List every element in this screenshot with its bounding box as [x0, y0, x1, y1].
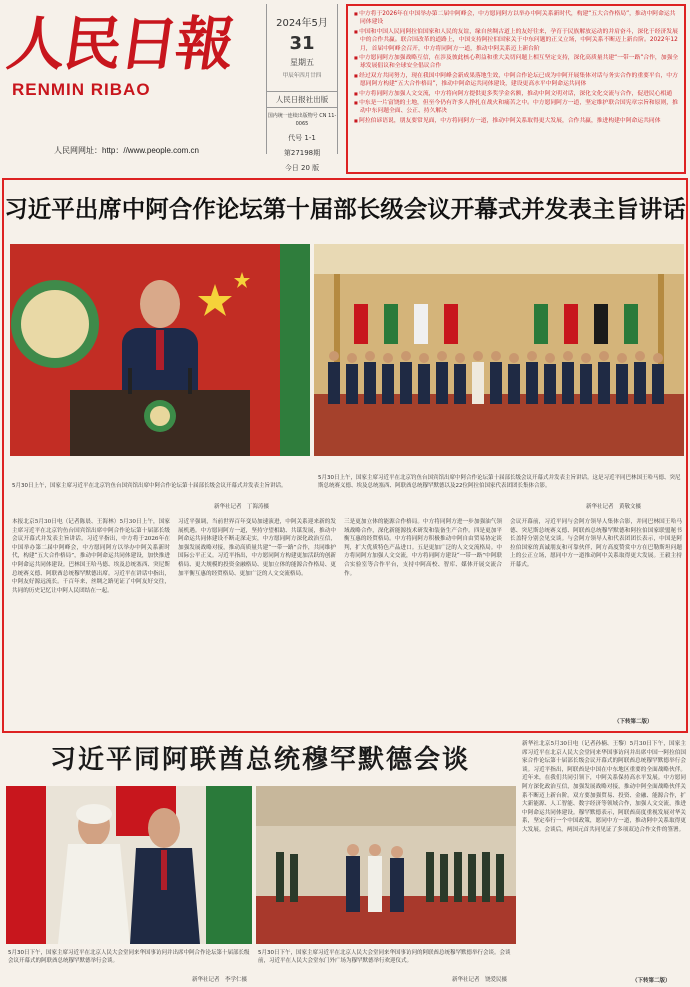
- lead-headline[interactable]: 习近平出席中阿合作论坛第十届部长级会议开幕式并发表主旨讲话: [4, 195, 686, 223]
- photo-caption: 5月30日下午，国家主席习近平在北京人民大会堂同来华国事访问的阿联酋总统穆罕默德举行会谈。会谈前，习近平在人民大会堂东门外广场为穆罕默德举行欢迎仪式。: [258, 950, 511, 964]
- continued-note[interactable]: （下转第二版）: [614, 719, 653, 725]
- photo-credit: 新华社记者 李学仁摄: [192, 977, 248, 983]
- masthead: [3, 4, 258, 155]
- teaser-item[interactable]: ■ 中国和中国人民同阿拉伯国家和人民的友谊，缘自丝绸古道上的友好往来，孕育于民族解放运动的并肩奋斗，深化于经济发展中的合作共赢。联合国改革的道路上，中国支持阿拉伯国家关于中东问题的正义立场，中阿关系不断迈上新台阶。2022年12月，首届中阿峰会召开，中方将同阿方一道，推动中阿关系迈上新台阶: [354, 28, 680, 53]
- article-column: 本报北京5月30日电（记者陈晨、王海林）5月30日上午，国家主席习近平在北京钓鱼台国宾馆出席中阿合作论坛第十届部长级会议开幕式并发表主旨讲话。习近平指出，中方将于2026年在中国举办第二届中阿峰会，中方愿同阿方以举办中阿关系新时代，构建“五大合作格局”，推动中阿命运共同体建设，加快推进中阿命运共同体建设。巴林国王哈马德、埃及总统塞西、突尼斯总统赛义德、阿联酋总统穆罕默德出席。习近平在讲话中指出，中阿友好源远流长。千百年来，丝绸之路见证了中阿友好交往，共同的历史记忆让中阿人民团结在一起。: [12, 519, 170, 594]
- photo-caption: 5月30日下午，国家主席习近平在北京人民大会堂同来华国事访问并出席中阿合作论坛第十届部长级会议开幕式的阿联酋总统穆罕默德举行会谈。: [8, 950, 250, 964]
- newspaper-logo: 人民日報: [3, 10, 237, 78]
- handshake-photo[interactable]: [6, 786, 252, 944]
- speech-photo[interactable]: [10, 244, 310, 456]
- issue-info-box: [266, 4, 338, 172]
- article-column: 会议开幕前，习近平同与会阿方领导人集体合影，并同巴林国王哈马德、突尼斯总统赛义德、阿联酋总统穆罕默德和阿拉伯国家联盟秘书长盖特分别会见交谈。与会阿方领导人和代表团团长表示，中国是阿拉伯国家的真诚朋友和可靠伙伴，阿方高度赞赏中方在巴勒斯坦问题上的公正立场，愿同中方一道推动阿中关系取得更大发展。王毅主持开幕式。: [510, 519, 682, 568]
- teaser-item[interactable]: ■ 阿拉伯谚语说，朋友要常见面，中方将同阿方一道，推动中阿关系取得更大发展，合作共赢，推进构建中阿命运共同体: [354, 117, 680, 125]
- newspaper-roman-name: RENMIN RIBAO: [12, 80, 151, 99]
- group-photo-illustration: [314, 244, 684, 456]
- issue-year-month: 2024年5月: [276, 18, 328, 29]
- article-column: 三是更加立体的能源合作格局。中方将同阿方进一步加强油气领域战略合作，深化新能源技术研发和装备生产合作。四是更加平衡互惠的经贸格局。中方将同阿方积极推动中阿自由贸易协定谈判，扩大优质特色产品进口。五是更加广泛的人文交流格局。中方将同阿方加强人文交流，中方将同阿方建设“一带一路”中阿联合实验室等合作平台，支持中阿高校、智库、媒体开展交流合作。: [344, 519, 502, 577]
- article-column: 新华社北京5月30日电（记者孙楠、王黎）5月30日下午，国家主席习近平在北京人民大会堂同来华国事访问并出席中国一阿拉伯国家合作论坛第十届部长级会议开幕式的阿联酋总统穆罕默德举行会谈。习近平指出，阿联酋是中国在中东地区重要的全面战略伙伴。近年来，在我们共同引领下，中阿关系保持高水平发展。中方愿同阿方深化政治互信，加强发展战略对接，推动中阿全面战略伙伴关系不断迈上新台阶。双方要加强贸易、投资、金融、能源合作，扩大新能源、人工智能、数字经济等领域合作，加强人文交流，推进中阿命运共同体建设。穆罕默德表示，阿联酋高度重视发展对华关系，坚定奉行一个中国政策，愿同中方一道，推动阿中关系取得更大发展。会谈后，两国元首共同见证了多项双边合作文件的签署。: [522, 741, 686, 833]
- handshake-photo-illustration: [6, 786, 252, 944]
- cn-number: 国内统一连续出版物号 CN 11-0065: [267, 113, 337, 127]
- teaser-item[interactable]: ■ 中方将于2026年在中国举办第二届中阿峰会，中方愿同阿方以举办中阿关系新时代，构建“五大合作格局”，推动中阿命运共同体建设: [354, 10, 680, 27]
- teaser-item[interactable]: ■ 中方愿同阿方加强战略互信，在涉及彼此核心利益和重大关切问题上相互坚定支持，深化高质量共建“一带一路”合作，加强全球发展倡议和全球安全倡议合作: [354, 54, 680, 71]
- lunar-date: 甲辰年四月廿四: [282, 73, 322, 79]
- issue-day: 31: [289, 33, 315, 54]
- photo-credit: 新华社记者 黄敬文摄: [586, 504, 642, 510]
- issue-number: 第27198期: [283, 149, 321, 157]
- ceremony-photo-illustration: [256, 786, 516, 944]
- website-url[interactable]: 人民网网址：http：//www.people.com.cn: [54, 146, 199, 155]
- group-photo[interactable]: [314, 244, 684, 456]
- second-headline[interactable]: 习近平同阿联酋总统穆罕默德会谈: [49, 745, 470, 775]
- welcome-ceremony-photo[interactable]: [256, 786, 516, 944]
- page-count: 今日 20 版: [284, 164, 320, 172]
- headline-teaser-box: [346, 4, 686, 174]
- photo-credit: 新华社记者 饶爱民摄: [452, 977, 508, 983]
- teaser-item[interactable]: ■ 中方将同阿方加强人文交流，中方将向阿方提供更多奖学金名额，推动中阿文明对话，深化文化交流与合作，促进民心相通: [354, 90, 680, 98]
- article-column: 习近平强调，当前世界百年变局加速演进，中阿关系迎来新的发展机遇。中方愿同阿方一道，坚持守望相助、共谋发展，推动中阿命运共同体建设不断走深走实，中方愿同阿方深化政治互信，加强发展战略对接，推动高质量共建“一带一路”合作，共同维护国际公平正义。习近平指出，中方愿同阿方构建更加活跃的创新格局、更大规模的投资金融格局、更加立体的能源合作格局、更加平衡互惠的经贸格局、更加广泛的人文交流格局。: [178, 519, 336, 577]
- continued-note[interactable]: （下转第二版）: [632, 978, 671, 984]
- photo-caption: 5月30日上午，国家主席习近平在北京钓鱼台国宾馆出席中阿合作论坛第十届部长级会议开幕式并发表主旨讲话。: [12, 483, 287, 489]
- photo-caption: 5月30日上午，国家主席习近平在北京钓鱼台国宾馆出席中阿合作论坛第十届部长级会议开幕式并发表主旨讲话。这是习近平同巴林国王哈马德、突尼斯总统赛义德、埃及总统塞西、阿联酋总统穆罕默德以及22位阿拉伯国家代表团团长集体合影。: [318, 475, 681, 489]
- teaser-item[interactable]: ■ 中东是一片富饶的土地，但至今仍有许多人挣扎在战火和痛苦之中。中方愿同阿方一道，坚定维护联合国宪章宗旨和原则，推动中东问题全面、公正、持久解决: [354, 99, 680, 116]
- teaser-item[interactable]: ■ 经过双方共同努力，现在我国中阿峰会新成果落地生效，中阿合作论坛已成为中阿开展集体对话与务实合作的重要平台，中方愿同阿方构建“五大合作格局”，推动中阿命运共同体建设，建设更高水平中阿命运共同体: [354, 72, 680, 89]
- photo-credit: 新华社记者 丁海涛摄: [214, 504, 270, 510]
- dai-hao: 代号 1-1: [288, 134, 316, 142]
- lead-story: [2, 178, 688, 733]
- issue-weekday: 星期五: [290, 58, 314, 67]
- speech-photo-illustration: [10, 244, 310, 456]
- publisher: 人民日报社出版: [267, 91, 337, 108]
